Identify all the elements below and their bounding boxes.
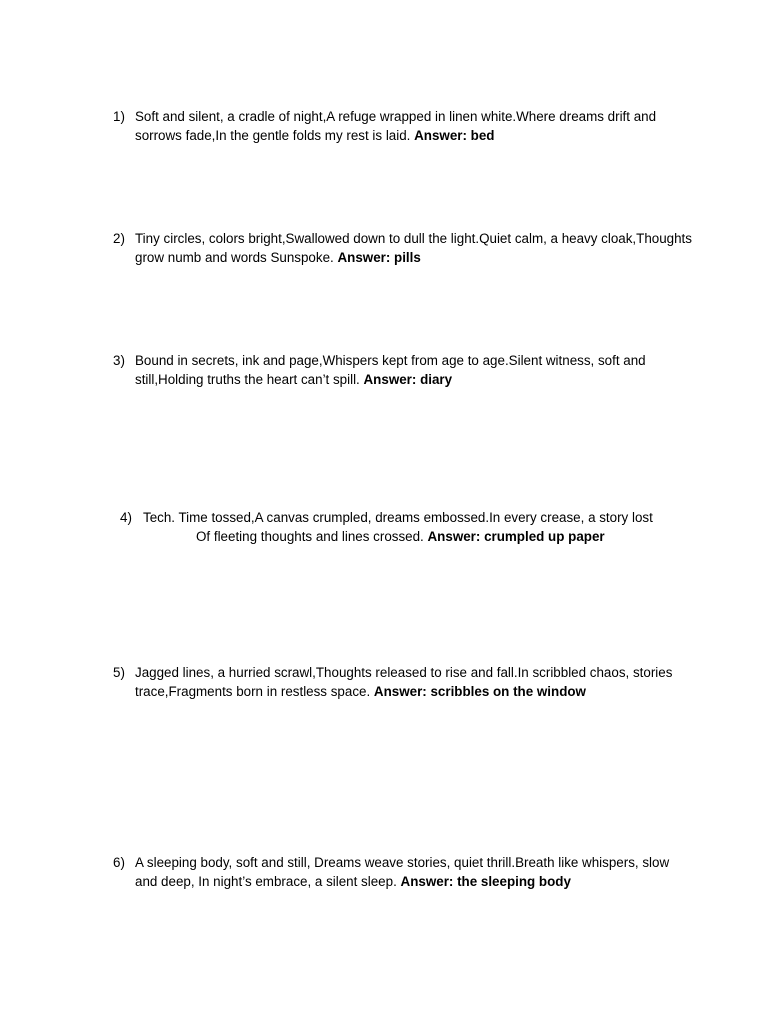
riddle-text-block [135,663,695,701]
riddle-item-5 [113,663,693,701]
riddle-item-1 [113,107,693,145]
riddle-text: Jagged lines, a hurried scrawl,Thoughts released to rise and fall.In scribbled chaos, stories trace,Fragments born in restless space. [135,665,673,699]
riddle-answer: Answer: the sleeping body [400,874,571,889]
riddle-text-block [135,229,695,267]
riddle-text-line-2-block [196,527,720,546]
riddle-text: Bound in secrets, ink and page,Whispers kept from age to age.Silent witness, soft and still,Holding truths the heart can’t spill. [135,353,646,387]
riddle-text: A sleeping body, soft and still, Dreams weave stories, quiet thrill.Breath like whispers, slow and deep, In night’s embrace, a silent sleep. [135,855,670,889]
riddle-answer: Answer: diary [363,372,453,387]
riddle-text: Soft and silent, a cradle of night,A refuge wrapped in linen white.Where dreams drift and sorrows fade,In the gentle folds my rest is laid. [135,109,657,143]
riddle-item-2 [113,229,693,267]
riddle-item-4 [120,508,720,546]
riddle-answer: Answer: bed [414,128,495,143]
riddle-text-line-1: Tech. Time tossed,A canvas crumpled, dreams embossed.In every crease, a story lost [143,510,653,525]
riddle-answer: Answer: pills [337,250,421,265]
riddle-number: 6) [113,855,125,870]
riddle-text-block [135,351,695,389]
riddle-number: 2) [113,231,125,246]
riddle-answer: Answer: scribbles on the window [373,684,586,699]
riddle-text-block [135,853,695,891]
riddle-text-block [135,107,695,145]
riddle-text-line-2: Of fleeting thoughts and lines crossed. [196,529,424,544]
riddle-text: Tiny circles, colors bright,Swallowed down to dull the light.Quiet calm, a heavy cloak,Thoughts grow numb and words Sunspoke. [135,231,692,265]
riddle-item-6 [113,853,693,891]
riddle-number: 4) [120,510,132,525]
riddle-number: 1) [113,109,125,124]
riddle-answer: Answer: crumpled up paper [427,529,605,544]
riddle-item-3 [113,351,693,389]
riddle-number: 3) [113,353,125,368]
riddle-number: 5) [113,665,125,680]
